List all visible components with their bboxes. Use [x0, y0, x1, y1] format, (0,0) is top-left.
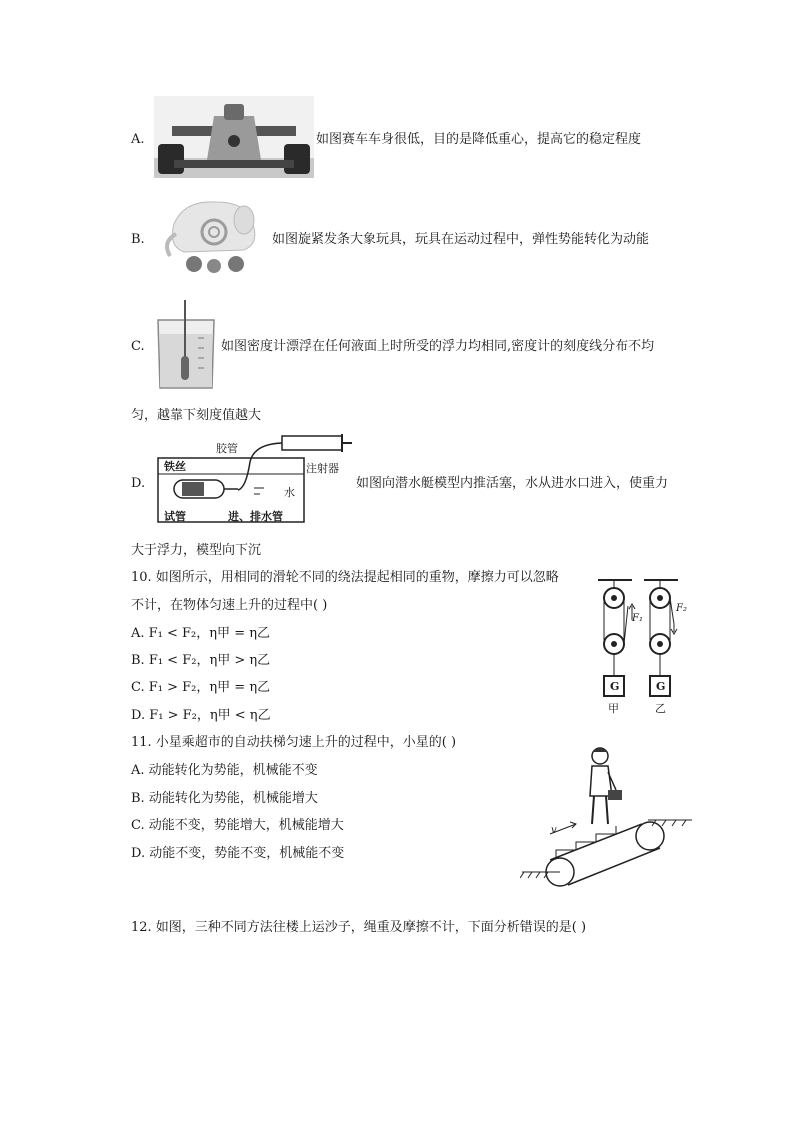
option-d-letter: D.	[131, 476, 146, 491]
option-d-text-cont: 大于浮力，模型向下沉	[131, 543, 262, 558]
q11-option-b[interactable]: B. 动能转化为势能，机械能增大	[131, 791, 318, 806]
hydrometer-beaker-image	[154, 298, 218, 392]
label-hose: 胶管	[216, 442, 238, 455]
option-c-text: 如图密度计漂浮在任何液面上时所受的浮力均相同,密度计的刻度线分布不均	[221, 339, 655, 354]
q10-option-a[interactable]: A. F₁ < F₂，η甲 = η乙	[131, 626, 271, 641]
option-a-text: 如图赛车车身很低，目的是降低重心，提高它的稳定程度	[316, 132, 642, 147]
option-b-letter: B.	[131, 232, 145, 247]
option-c-letter: C.	[131, 339, 145, 354]
label-water: 水	[284, 486, 295, 499]
label-syringe: 注射器	[306, 462, 339, 475]
option-a-letter: A.	[131, 132, 145, 147]
q11-stem: 11. 小星乘超市的自动扶梯匀速上升的过程中，小星的( )	[131, 735, 457, 750]
label-test-tube: 试管	[164, 510, 186, 523]
q10-stem-line1: 10. 如图所示，用相同的滑轮不同的绕法提起相同的重物，摩擦力可以忽略	[131, 570, 559, 585]
label-weight-left: G	[610, 680, 620, 693]
q10-option-b[interactable]: B. F₁ < F₂，η甲 > η乙	[131, 653, 271, 668]
label-jia: 甲	[608, 702, 619, 715]
label-yi: 乙	[655, 702, 666, 715]
option-c-text-cont: 匀，越靠下刻度值越大	[131, 408, 262, 423]
q11-option-d[interactable]: D. 动能不变，势能不变，机械能不变	[131, 846, 345, 861]
escalator-figure	[520, 742, 694, 890]
label-velocity: v	[551, 825, 557, 836]
label-f1: F₁	[632, 613, 643, 624]
option-b-text: 如图旋紧发条大象玩具，玩具在运动过程中，弹性势能转化为动能	[272, 232, 650, 247]
label-wire: 铁丝	[164, 460, 186, 473]
label-pipe: 进、排水管	[228, 510, 283, 523]
pulley-figure	[592, 576, 688, 726]
q11-option-a[interactable]: A. 动能转化为势能，机械能不变	[131, 763, 318, 778]
q10-stem-line2: 不计，在物体匀速上升的过程中( )	[131, 598, 328, 613]
race-car-image	[154, 96, 314, 178]
q12-stem: 12. 如图，三种不同方法往楼上运沙子，绳重及摩擦不计，下面分析错误的是( )	[131, 920, 587, 935]
q10-option-d[interactable]: D. F₁ > F₂，η甲 < η乙	[131, 708, 271, 723]
label-weight-right: G	[656, 680, 666, 693]
label-f2: F₂	[676, 603, 687, 614]
q10-option-c[interactable]: C. F₁ > F₂，η甲 = η乙	[131, 680, 271, 695]
q11-option-c[interactable]: C. 动能不变，势能增大，机械能增大	[131, 818, 344, 833]
option-d-text: 如图向潜水艇模型内推活塞，水从进水口进入，使重力	[356, 476, 669, 491]
elephant-toy-image	[154, 194, 268, 282]
